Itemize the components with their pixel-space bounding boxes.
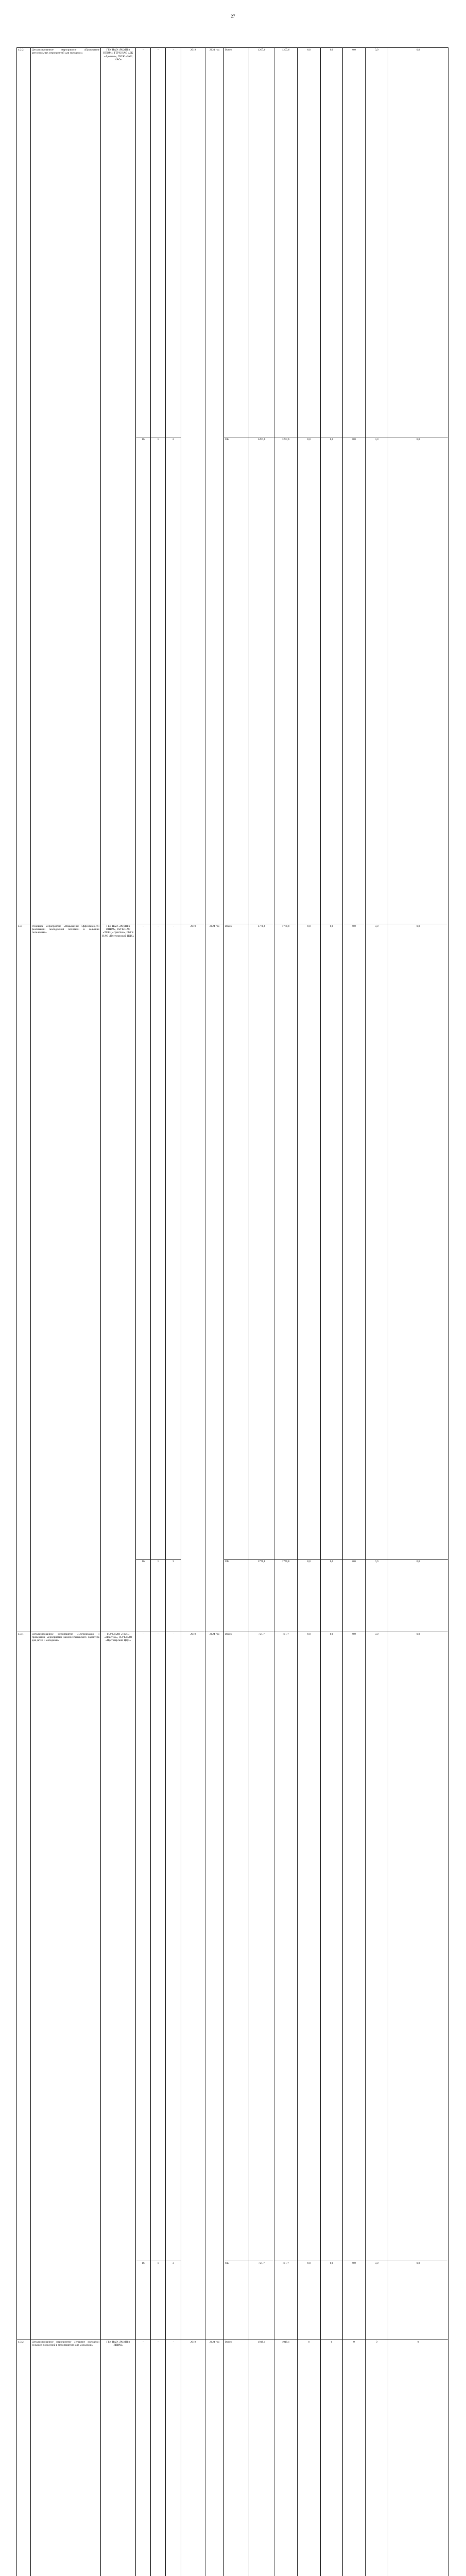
funding-source: Всего xyxy=(224,1632,249,2261)
item-name: Детализированное мероприятие «Проведение региональных мероприятий для молодежи» xyxy=(31,48,101,924)
code-cell: - xyxy=(166,2340,181,2576)
value-cell: 0,0 xyxy=(366,48,388,437)
value-cell: 1770,8 xyxy=(274,1560,298,1632)
code-cell: - xyxy=(166,924,181,1560)
code-cell: 3 xyxy=(166,2261,181,2340)
value-cell: 1770,8 xyxy=(274,924,298,1560)
code-cell: - xyxy=(166,1632,181,2261)
start-year: 2019 xyxy=(181,2340,205,2576)
value-cell: 0,0 xyxy=(343,1632,366,2261)
code-cell: 16 xyxy=(136,437,151,924)
value-cell: 0,0 xyxy=(343,924,366,1560)
executor: ГБУ НАО «РЦМП и ВПВМ» xyxy=(101,2340,136,2576)
code-cell: - xyxy=(136,924,151,1560)
value-cell: 1770,8 xyxy=(249,924,274,1560)
table-row xyxy=(17,1632,448,2261)
executor: ГБУ НАО «РЦМП и ВПВМ», ГБУК НАО «ТСКЦ «Престиж», ГБУК НАО «Пустозерский ЦДК» xyxy=(101,924,136,1632)
item-number: 4.3. xyxy=(17,924,31,1632)
value-cell: 0,0 xyxy=(343,2261,366,2340)
code-cell: 2 xyxy=(166,437,181,924)
table-row xyxy=(17,924,448,1560)
value-cell: 0,0 xyxy=(388,924,448,1560)
value-cell: 0 xyxy=(366,2340,388,2576)
executor: ГБУ НАО «РЦМП и ВПВМ», ГБУК НАО «ДК «Арктика», ГБУК «ЭКЦ НАО» xyxy=(101,48,136,924)
value-cell: 1207,6 xyxy=(249,437,274,924)
end-year: 2024 год xyxy=(205,48,224,924)
start-year: 2019 xyxy=(181,1632,205,2340)
code-cell: - xyxy=(151,2340,166,2576)
code-cell: - xyxy=(151,48,166,437)
item-number: 4.2.2. xyxy=(17,48,31,924)
value-cell: 1207,6 xyxy=(274,48,298,437)
code-cell: 1 xyxy=(151,1560,166,1632)
value-cell: 1770,8 xyxy=(249,1560,274,1632)
page-number: 27 xyxy=(231,14,235,19)
value-cell: 0 xyxy=(343,2340,366,2576)
code-cell: - xyxy=(151,1632,166,2261)
executor: ГБУК НАО «ТСКЦ «Престиж», ГБУК НАО «Пустозерский ЦДК» xyxy=(101,1632,136,2340)
value-cell: 0,0 xyxy=(366,1560,388,1632)
end-year: 2024 год xyxy=(205,924,224,1632)
item-name: Детализированное мероприятие «Участие молодёжи сельских поселений в мероприятиях для молодежи» xyxy=(31,2340,101,2576)
value-cell: 0,0 xyxy=(321,437,343,924)
value-cell: 0,0 xyxy=(366,1632,388,2261)
value-cell: 0,0 xyxy=(343,48,366,437)
value-cell: 0,0 xyxy=(366,2261,388,2340)
value-cell: 0,0 xyxy=(388,2261,448,2340)
value-cell: 0,0 xyxy=(388,48,448,437)
value-cell: 751,7 xyxy=(274,2261,298,2340)
item-number: 4.3.2. xyxy=(17,2340,31,2576)
code-cell: - xyxy=(136,1632,151,2261)
value-cell: 1019,1 xyxy=(249,2340,274,2576)
code-cell: 3 xyxy=(166,1560,181,1632)
value-cell: 0,0 xyxy=(366,437,388,924)
funding-source: ОБ xyxy=(224,1560,249,1632)
code-cell: - xyxy=(166,48,181,437)
value-cell: 0 xyxy=(298,2340,321,2576)
value-cell: 751,7 xyxy=(249,1632,274,2261)
value-cell: 0,0 xyxy=(298,2261,321,2340)
program-table xyxy=(16,47,448,2576)
value-cell: 751,7 xyxy=(274,1632,298,2261)
value-cell: 0,0 xyxy=(298,437,321,924)
start-year: 2019 xyxy=(181,924,205,1632)
value-cell: 0,0 xyxy=(321,1560,343,1632)
item-name: Основное мероприятие «Повышение эффективности реализации молодежной политики в сельских поселениях» xyxy=(31,924,101,1632)
code-cell: 1 xyxy=(151,2261,166,2340)
end-year: 2024 год xyxy=(205,2340,224,2576)
value-cell: 0,0 xyxy=(388,1632,448,2261)
table-row xyxy=(17,2340,448,2576)
code-cell: 1 xyxy=(151,437,166,924)
code-cell: - xyxy=(151,924,166,1560)
start-year: 2019 xyxy=(181,48,205,924)
value-cell: 751,7 xyxy=(249,2261,274,2340)
value-cell: 0,0 xyxy=(298,1632,321,2261)
code-cell: - xyxy=(136,48,151,437)
value-cell: 0,0 xyxy=(366,924,388,1560)
value-cell: 1207,6 xyxy=(274,437,298,924)
value-cell: 0,0 xyxy=(343,437,366,924)
item-name: Детализированное мероприятие «Организация и проведение мероприятий межпоселенческого характера для детей и молодежи» xyxy=(31,1632,101,2340)
value-cell: 1207,6 xyxy=(249,48,274,437)
value-cell: 0,0 xyxy=(321,2261,343,2340)
value-cell: 0,0 xyxy=(321,48,343,437)
value-cell: 0,0 xyxy=(321,924,343,1560)
value-cell: 0 xyxy=(388,2340,448,2576)
value-cell: 0,0 xyxy=(298,1560,321,1632)
code-cell: 16 xyxy=(136,1560,151,1632)
value-cell: 0,0 xyxy=(321,1632,343,2261)
funding-source: ОБ xyxy=(224,2261,249,2340)
value-cell: 0,0 xyxy=(343,1560,366,1632)
code-cell: 16 xyxy=(136,2261,151,2340)
value-cell: 1019,1 xyxy=(274,2340,298,2576)
funding-source: ОБ xyxy=(224,437,249,924)
funding-source: Всего xyxy=(224,48,249,437)
funding-source: Всего xyxy=(224,924,249,1560)
value-cell: 0,0 xyxy=(298,924,321,1560)
end-year: 2024 год xyxy=(205,1632,224,2340)
value-cell: 0,0 xyxy=(298,48,321,437)
table-row xyxy=(17,48,448,437)
code-cell: - xyxy=(136,2340,151,2576)
value-cell: 0,0 xyxy=(388,437,448,924)
value-cell: 0,0 xyxy=(388,1560,448,1632)
funding-source: Всего xyxy=(224,2340,249,2576)
item-number: 4.3.1. xyxy=(17,1632,31,2340)
value-cell: 0 xyxy=(321,2340,343,2576)
